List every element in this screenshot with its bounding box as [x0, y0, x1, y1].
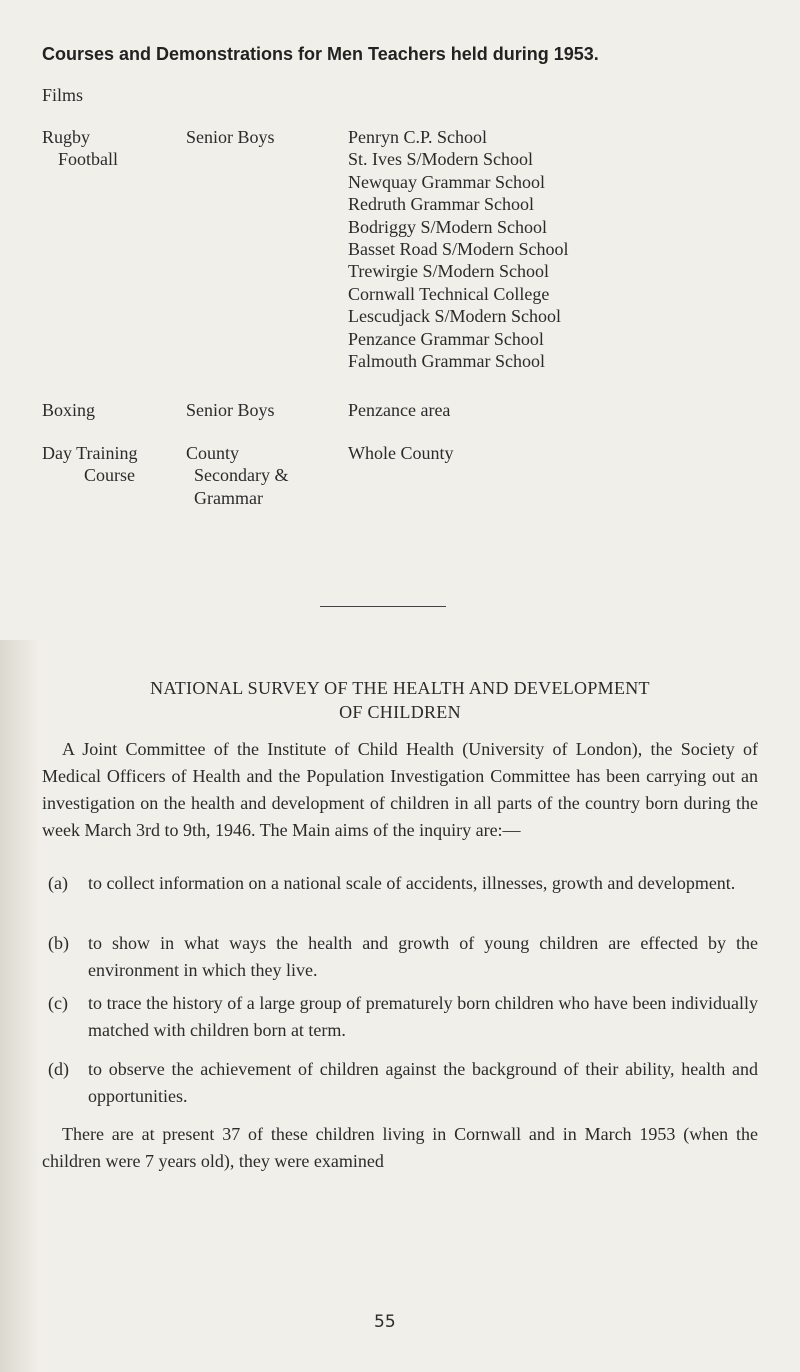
section-divider: [320, 606, 446, 607]
aim-label: (c): [48, 993, 68, 1013]
subject-line: Course: [84, 465, 135, 486]
place-item: Cornwall Technical College: [348, 283, 550, 304]
aim-text: to show in what ways the health and growth of young children are effected by the environment in which they live.: [88, 933, 758, 980]
page-number: 55: [374, 1312, 396, 1332]
activity-subject-day-training: [42, 442, 138, 487]
place-item: Bodriggy S/Modern School: [348, 216, 548, 237]
activity-places-boxing: [348, 399, 450, 421]
activity-subject-rugby: [42, 126, 118, 171]
audience-line: Senior Boys: [186, 127, 275, 147]
page-heading: Courses and Demonstrations for Men Teachers held during 1953.: [42, 44, 599, 64]
activity-places-rugby: [348, 126, 569, 372]
activity-audience-rugby: [186, 126, 275, 148]
activity-subject-boxing: [42, 399, 95, 421]
survey-title: [42, 676, 758, 724]
place-item: Basset Road S/Modern School: [348, 239, 569, 260]
place-item: Redruth Grammar School: [348, 194, 534, 215]
activity-audience-boxing: [186, 399, 275, 421]
survey-closing-paragraph: There are at present 37 of these children living in Cornwall and in March 1953 (when the children were 7 years old), they were examined: [42, 1124, 758, 1171]
place-item: Penzance area: [348, 400, 451, 420]
subject-line: Boxing: [42, 400, 96, 420]
survey-title-line: OF CHILDREN: [339, 702, 461, 722]
activity-audience-day-training: [186, 442, 288, 509]
subject-line: Day Training: [42, 443, 138, 463]
audience-line: County: [186, 443, 240, 463]
activity-places-day-training: [348, 442, 454, 464]
subject-line: Rugby: [42, 127, 91, 147]
audience-line: Secondary &: [194, 465, 289, 486]
place-item: Penryn C.P. School: [348, 127, 488, 147]
audience-line: Grammar: [194, 487, 263, 508]
films-label: Films: [42, 85, 84, 105]
aim-text: to collect information on a national scale of accidents, illnesses, growth and development.: [88, 873, 736, 893]
survey-intro-paragraph: A Joint Committee of the Institute of Child Health (University of London), the Society of Medical Officers of Health and the Population Investigation Committee has been carrying out an investigation on the health and development of children in all parts of the country born during the week March 3rd to 9th, 1946. The Main aims of the inquiry are:—: [42, 739, 758, 840]
place-item: Trewirgie S/Modern School: [348, 261, 550, 282]
place-item: Lescudjack S/Modern School: [348, 306, 561, 327]
place-item: Newquay Grammar School: [348, 171, 545, 192]
aim-label: (a): [48, 873, 68, 893]
place-item: St. Ives S/Modern School: [348, 149, 534, 170]
aim-label: (b): [48, 933, 69, 953]
survey-title-line: NATIONAL SURVEY OF THE HEALTH AND DEVELOPMENT: [150, 678, 650, 698]
place-item: Whole County: [348, 443, 454, 463]
page-shadow: [0, 640, 40, 1372]
audience-line: Senior Boys: [186, 400, 275, 420]
place-item: Falmouth Grammar School: [348, 351, 545, 372]
aim-label: (d): [48, 1059, 69, 1079]
aim-text: to trace the history of a large group of prematurely born children who have been individually matched with children born at term.: [88, 993, 758, 1040]
aim-text: to observe the achievement of children against the background of their ability, health and opportunities.: [88, 1059, 758, 1106]
subject-line: Football: [58, 149, 119, 170]
place-item: Penzance Grammar School: [348, 328, 544, 349]
